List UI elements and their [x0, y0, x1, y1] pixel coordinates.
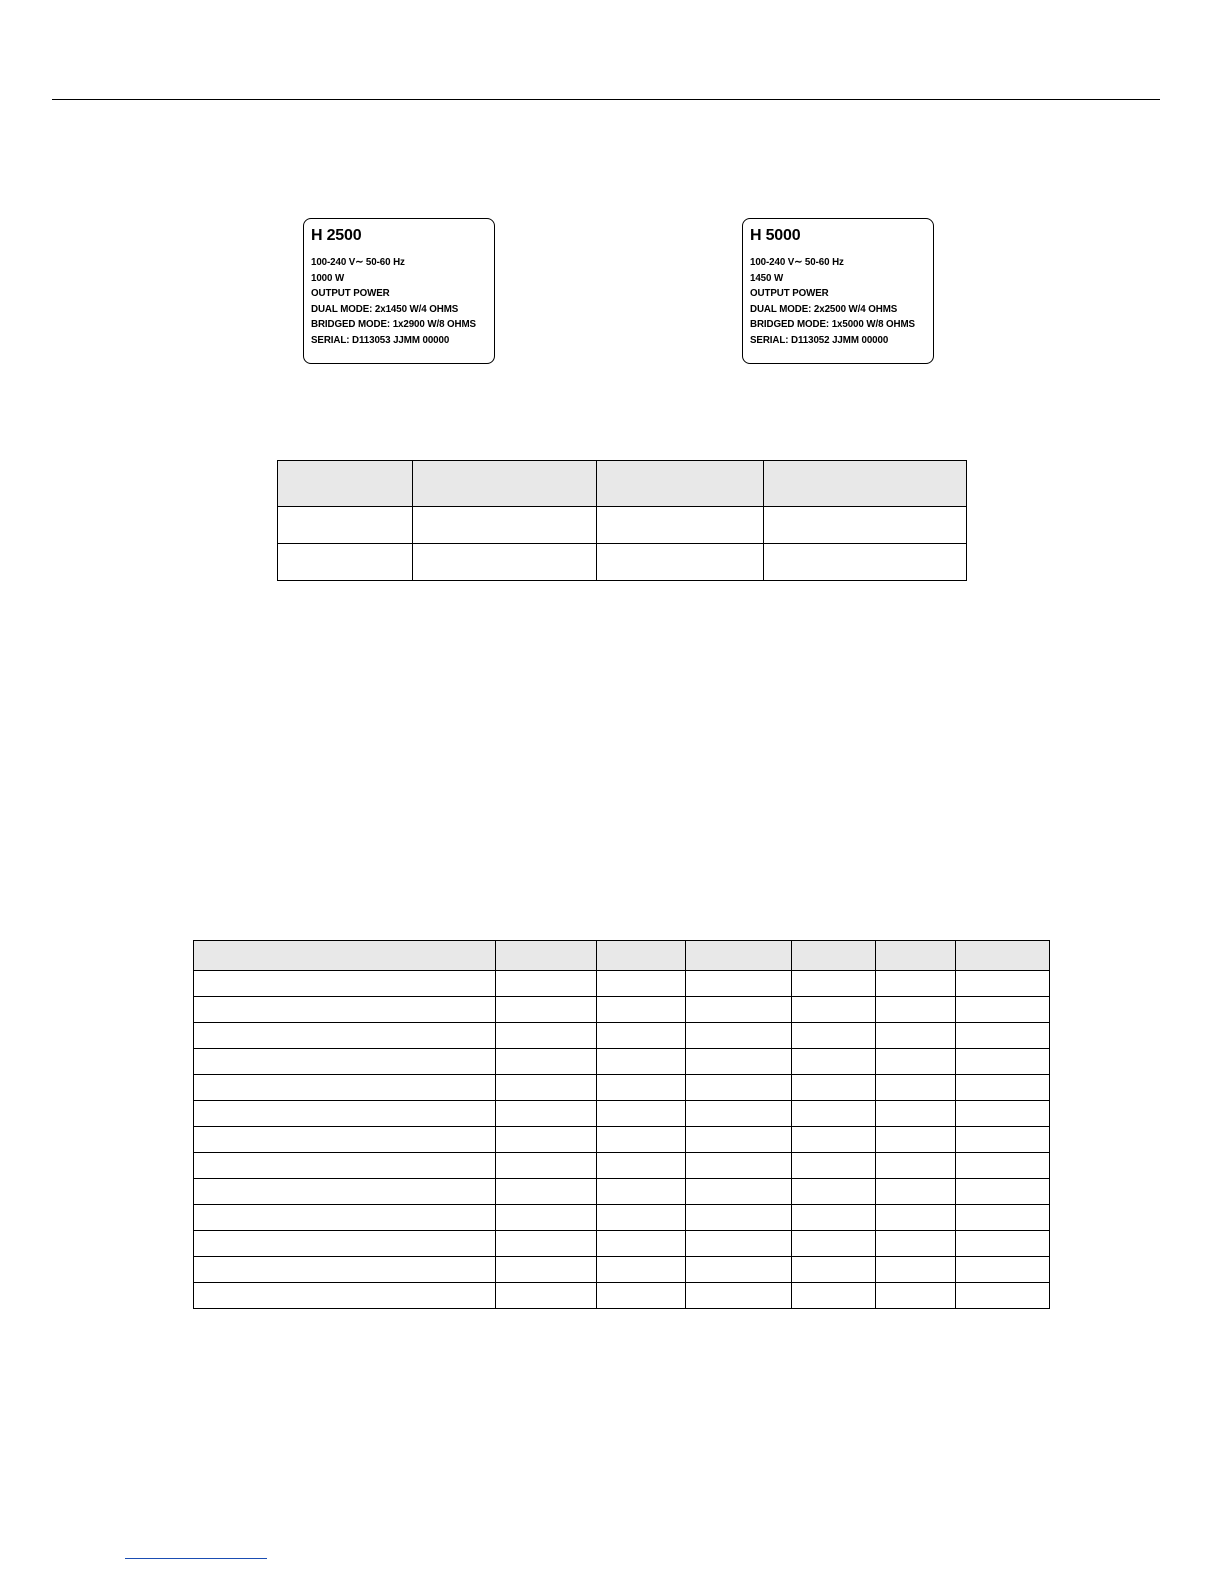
table-cell [597, 1205, 686, 1231]
table-cell [686, 1283, 792, 1309]
table-cell [876, 1257, 956, 1283]
table-cell [597, 1075, 686, 1101]
table-row [194, 997, 1050, 1023]
table-cell [413, 544, 597, 581]
table-cell [876, 1153, 956, 1179]
table-cell [876, 1283, 956, 1309]
table-cell [194, 1049, 496, 1075]
label-power: 1000 W [311, 271, 345, 284]
table-header-cell [496, 941, 597, 971]
table-cell [792, 997, 876, 1023]
table-cell [597, 1179, 686, 1205]
table-cell [686, 1205, 792, 1231]
table-cell [792, 1231, 876, 1257]
table-cell [876, 1127, 956, 1153]
table-cell [194, 1075, 496, 1101]
label-dual-mode: DUAL MODE: 2x2500 W/4 OHMS [750, 302, 898, 315]
table-cell [686, 1023, 792, 1049]
table-cell [686, 1101, 792, 1127]
table-cell [686, 971, 792, 997]
table-cell [876, 1231, 956, 1257]
table-cell [876, 997, 956, 1023]
table-cell [496, 1023, 597, 1049]
table-cell [792, 1153, 876, 1179]
label-model: H 2500 [311, 227, 362, 244]
table-cell [597, 544, 764, 581]
table-cell [956, 1257, 1050, 1283]
table-cell [496, 1205, 597, 1231]
table-header-cell [764, 461, 967, 507]
table-cell [792, 1075, 876, 1101]
footnote-rule [125, 1558, 267, 1559]
table-cell [956, 1231, 1050, 1257]
table-cell [413, 507, 597, 544]
table-cell [597, 1283, 686, 1309]
table-header-cell [686, 941, 792, 971]
table-cell [597, 1049, 686, 1075]
table-cell [686, 1179, 792, 1205]
table-row [278, 507, 967, 544]
table-header-cell [278, 461, 413, 507]
table-cell [597, 1127, 686, 1153]
label-bridged-mode: BRIDGED MODE: 1x5000 W/8 OHMS [750, 318, 915, 330]
table-header-cell [413, 461, 597, 507]
table-cell [597, 1257, 686, 1283]
rating-label-h5000 [742, 218, 934, 364]
table-cell [496, 1231, 597, 1257]
table-cell [597, 1023, 686, 1049]
table-cell [194, 1231, 496, 1257]
spec-table [193, 940, 1050, 1309]
table-cell [496, 1179, 597, 1205]
table-cell [597, 997, 686, 1023]
table-cell [956, 1153, 1050, 1179]
table-cell [956, 997, 1050, 1023]
table-cell [194, 997, 496, 1023]
table-cell [792, 1049, 876, 1075]
label-dual-mode: DUAL MODE: 2x1450 W/4 OHMS [311, 302, 459, 315]
table-row [278, 544, 967, 581]
table-header-row [194, 941, 1050, 971]
table-cell [194, 1101, 496, 1127]
table-row [194, 1205, 1050, 1231]
label-model: H 5000 [750, 227, 801, 244]
table-row [194, 1257, 1050, 1283]
table-cell [956, 1205, 1050, 1231]
table-cell [597, 1153, 686, 1179]
table-cell [956, 1127, 1050, 1153]
table-header-cell [597, 461, 764, 507]
table-header-cell [792, 941, 876, 971]
table-cell [956, 1283, 1050, 1309]
table-cell [194, 1023, 496, 1049]
table-cell [956, 1179, 1050, 1205]
table-cell [876, 1205, 956, 1231]
table-cell [686, 1153, 792, 1179]
table-cell [496, 1283, 597, 1309]
table-cell [597, 1101, 686, 1127]
table-cell [278, 544, 413, 581]
table-cell [792, 1101, 876, 1127]
table-row [194, 971, 1050, 997]
table-row [194, 1075, 1050, 1101]
table-cell [278, 507, 413, 544]
table-cell [686, 1049, 792, 1075]
table-cell [194, 971, 496, 997]
table-row [194, 1023, 1050, 1049]
label-serial: SERIAL: D113052 JJMM 00000 [750, 333, 889, 346]
label-output-heading: OUTPUT POWER [311, 287, 390, 299]
table-cell [496, 1101, 597, 1127]
table-cell [956, 1049, 1050, 1075]
label-output-heading: OUTPUT POWER [750, 287, 829, 299]
table-cell [792, 1127, 876, 1153]
table-cell [792, 1179, 876, 1205]
model-table [277, 460, 967, 581]
table-cell [686, 997, 792, 1023]
table-cell [597, 507, 764, 544]
table-cell [194, 1205, 496, 1231]
table-header-cell [876, 941, 956, 971]
table-cell [194, 1179, 496, 1205]
label-voltage: 100-240 V∼ 50-60 Hz [311, 256, 405, 268]
table-cell [956, 971, 1050, 997]
table-header-cell [956, 941, 1050, 971]
table-row [194, 1153, 1050, 1179]
table-row [194, 1283, 1050, 1309]
table-cell [956, 1101, 1050, 1127]
table-header-row [278, 461, 967, 507]
table-cell [876, 1075, 956, 1101]
table-cell [496, 1049, 597, 1075]
table-cell [194, 1257, 496, 1283]
label-power: 1450 W [750, 271, 784, 284]
table-row [194, 1101, 1050, 1127]
table-cell [686, 1075, 792, 1101]
label-voltage: 100-240 V∼ 50-60 Hz [750, 256, 844, 268]
table-cell [792, 971, 876, 997]
table-cell [496, 1127, 597, 1153]
table-cell [194, 1153, 496, 1179]
table-cell [792, 1283, 876, 1309]
table-header-cell [194, 941, 496, 971]
table-cell [876, 1049, 956, 1075]
table-cell [876, 1179, 956, 1205]
table-cell [496, 1075, 597, 1101]
label-serial: SERIAL: D113053 JJMM 00000 [311, 333, 450, 346]
table-cell [597, 1231, 686, 1257]
table-cell [496, 1257, 597, 1283]
header-rule [52, 99, 1160, 100]
label-bridged-mode: BRIDGED MODE: 1x2900 W/8 OHMS [311, 318, 476, 330]
table-cell [194, 1127, 496, 1153]
table-cell [792, 1023, 876, 1049]
table-row [194, 1231, 1050, 1257]
table-cell [194, 1283, 496, 1309]
rating-label-h2500 [303, 218, 495, 364]
table-cell [686, 1127, 792, 1153]
table-cell [792, 1257, 876, 1283]
table-cell [686, 1257, 792, 1283]
table-cell [792, 1205, 876, 1231]
table-cell [956, 1023, 1050, 1049]
table-cell [764, 507, 967, 544]
table-row [194, 1127, 1050, 1153]
table-cell [876, 1101, 956, 1127]
table-cell [764, 544, 967, 581]
table-cell [876, 1023, 956, 1049]
table-cell [496, 1153, 597, 1179]
table-cell [597, 971, 686, 997]
table-row [194, 1179, 1050, 1205]
table-cell [956, 1075, 1050, 1101]
table-header-cell [597, 941, 686, 971]
table-cell [496, 997, 597, 1023]
table-cell [876, 971, 956, 997]
table-row [194, 1049, 1050, 1075]
table-cell [686, 1231, 792, 1257]
table-cell [496, 971, 597, 997]
